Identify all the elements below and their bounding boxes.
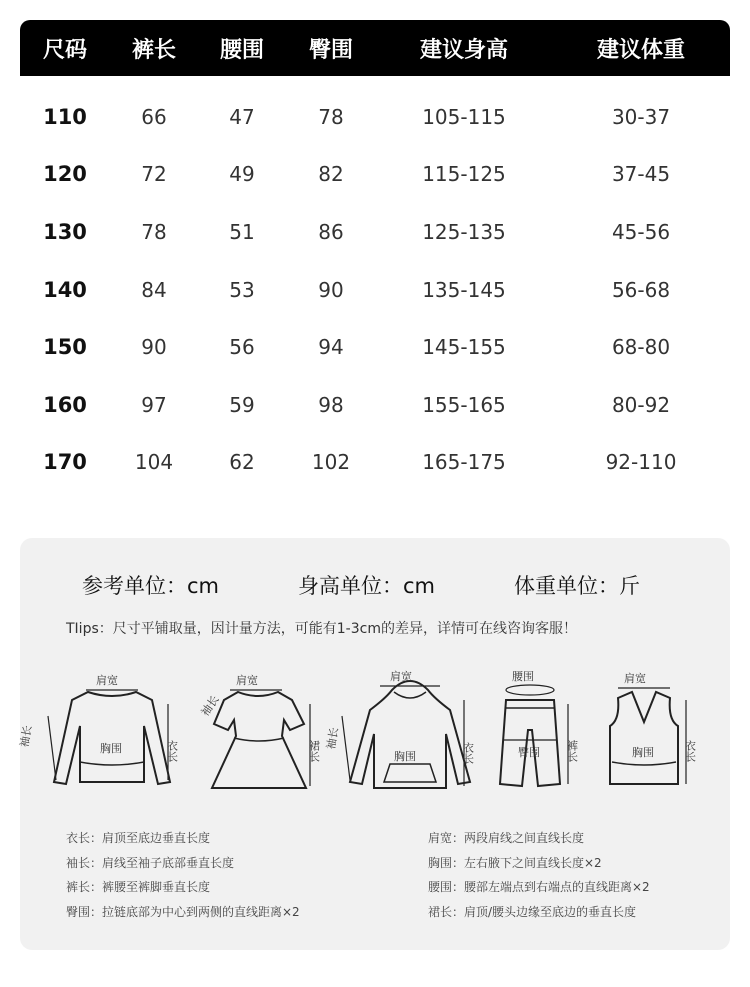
table-row (20, 376, 730, 434)
vest-shoulder-label: 肩宽 (624, 672, 646, 685)
table-row (20, 318, 730, 376)
cell-pants-length: 90 (141, 335, 167, 360)
pants-illustration (500, 685, 568, 786)
garment-figures (17, 664, 730, 804)
cell-height: 165-175 (422, 450, 506, 475)
table-row (20, 203, 730, 261)
table-row (20, 434, 730, 492)
table-header (20, 20, 730, 76)
cell-weight: 37-45 (611, 162, 671, 187)
header-hip: 臀围 (308, 37, 353, 63)
sweater-illustration (48, 690, 170, 784)
hoodie-chest-label: 胸围 (394, 750, 416, 763)
cell-pants-length: 104 (134, 450, 174, 475)
cell-height: 115-125 (422, 162, 506, 187)
definition-item: 袖长：肩线至袖子底部垂直长度 (66, 855, 235, 870)
definitions-left (66, 826, 300, 924)
vest-illustration (610, 688, 686, 784)
table-row (20, 146, 730, 204)
dress-shoulder-label: 肩宽 (236, 674, 258, 687)
cell-hip: 78 (318, 104, 344, 129)
cell-waist: 62 (229, 450, 255, 475)
dress-length-label: 裙长 (307, 740, 321, 762)
cell-waist: 56 (229, 335, 255, 360)
cell-pants-length: 84 (141, 277, 167, 302)
measurement-info-panel (17, 538, 730, 950)
hoodie-shoulder-label: 肩宽 (390, 670, 412, 683)
hoodie-length-label: 衣长 (461, 742, 475, 764)
cell-height: 145-155 (422, 335, 506, 360)
definition-item: 裙长：肩顶/腰头边缘至底边的垂直长度 (428, 904, 637, 919)
cell-hip: 98 (318, 392, 344, 417)
sweater-chest-label: 胸围 (100, 742, 122, 755)
sweater-shoulder-label: 肩宽 (96, 674, 118, 687)
cell-size: 160 (43, 392, 87, 417)
cell-pants-length: 78 (141, 219, 167, 244)
cell-pants-length: 72 (141, 162, 167, 187)
cell-size: 130 (43, 219, 87, 244)
cell-waist: 47 (229, 104, 255, 129)
cell-size: 140 (43, 277, 87, 302)
header-size: 尺码 (42, 37, 87, 63)
cell-weight: 92-110 (605, 450, 677, 475)
definition-item: 裤长：裤腰至裤脚垂直长度 (66, 880, 211, 894)
cell-hip: 94 (318, 335, 344, 360)
header-pants-length: 裤长 (131, 37, 176, 63)
cell-weight: 45-56 (611, 219, 671, 244)
cell-weight: 56-68 (611, 277, 671, 302)
cell-height: 155-165 (422, 392, 506, 417)
sweater-sleeve-label: 袖长 (17, 724, 35, 749)
cell-height: 135-145 (422, 277, 506, 302)
cell-size: 150 (43, 335, 87, 360)
cell-waist: 49 (229, 162, 255, 187)
dress-sleeve-label: 袖长 (198, 693, 222, 719)
hoodie-sleeve-label: 袖长 (324, 726, 342, 751)
definition-item: 肩宽：两段肩线之间直线长度 (428, 831, 585, 845)
table-row (20, 261, 730, 319)
pants-waist-label: 腰围 (512, 670, 534, 683)
cell-height: 105-115 (422, 104, 506, 129)
header-weight: 建议体重 (596, 37, 685, 63)
pants-length-label: 裤长 (565, 740, 579, 762)
cell-waist: 51 (229, 219, 255, 244)
definition-item: 臀围：拉链底部为中心到两侧的直线距离×2 (66, 904, 300, 919)
cell-pants-length: 97 (141, 392, 167, 417)
height-unit: 身高单位：cm (298, 574, 436, 598)
cell-pants-length: 66 (141, 104, 167, 129)
cell-hip: 90 (318, 277, 344, 302)
cell-weight: 80-92 (611, 392, 671, 417)
sweater-length-label: 衣长 (165, 740, 179, 762)
header-height: 建议身高 (419, 37, 508, 63)
size-table (20, 20, 730, 491)
cell-hip: 102 (311, 450, 351, 475)
cell-size: 110 (43, 104, 87, 129)
header-waist: 腰围 (219, 37, 264, 63)
table-row (20, 88, 730, 146)
cell-size: 120 (43, 162, 87, 187)
definition-item: 胸围：左右腋下之间直线长度×2 (428, 855, 602, 870)
vest-length-label: 衣长 (683, 740, 697, 762)
hoodie-illustration (342, 681, 470, 788)
dress-illustration (212, 690, 310, 788)
pants-hip-label: 臀围 (518, 746, 540, 759)
cell-size: 170 (43, 450, 87, 475)
definitions-right (428, 826, 650, 924)
definition-item: 衣长：肩顶至底边垂直长度 (66, 831, 211, 845)
cell-waist: 53 (229, 277, 255, 302)
cell-hip: 82 (318, 162, 344, 187)
vest-chest-label: 胸围 (632, 746, 654, 759)
cell-height: 125-135 (422, 219, 506, 244)
cell-hip: 86 (318, 219, 344, 244)
definition-item: 腰围：腰部左端点到右端点的直线距离×2 (428, 880, 650, 894)
weight-unit: 体重单位：斤 (514, 574, 640, 598)
cell-weight: 68-80 (611, 335, 671, 360)
tips-text: TIips：尺寸平铺取量，因计量方法，可能有1-3cm的差异，详情可在线咨询客服！ (66, 621, 577, 637)
cell-waist: 59 (229, 392, 255, 417)
cell-weight: 30-37 (611, 104, 671, 129)
reference-unit: 参考单位：cm (82, 574, 220, 598)
